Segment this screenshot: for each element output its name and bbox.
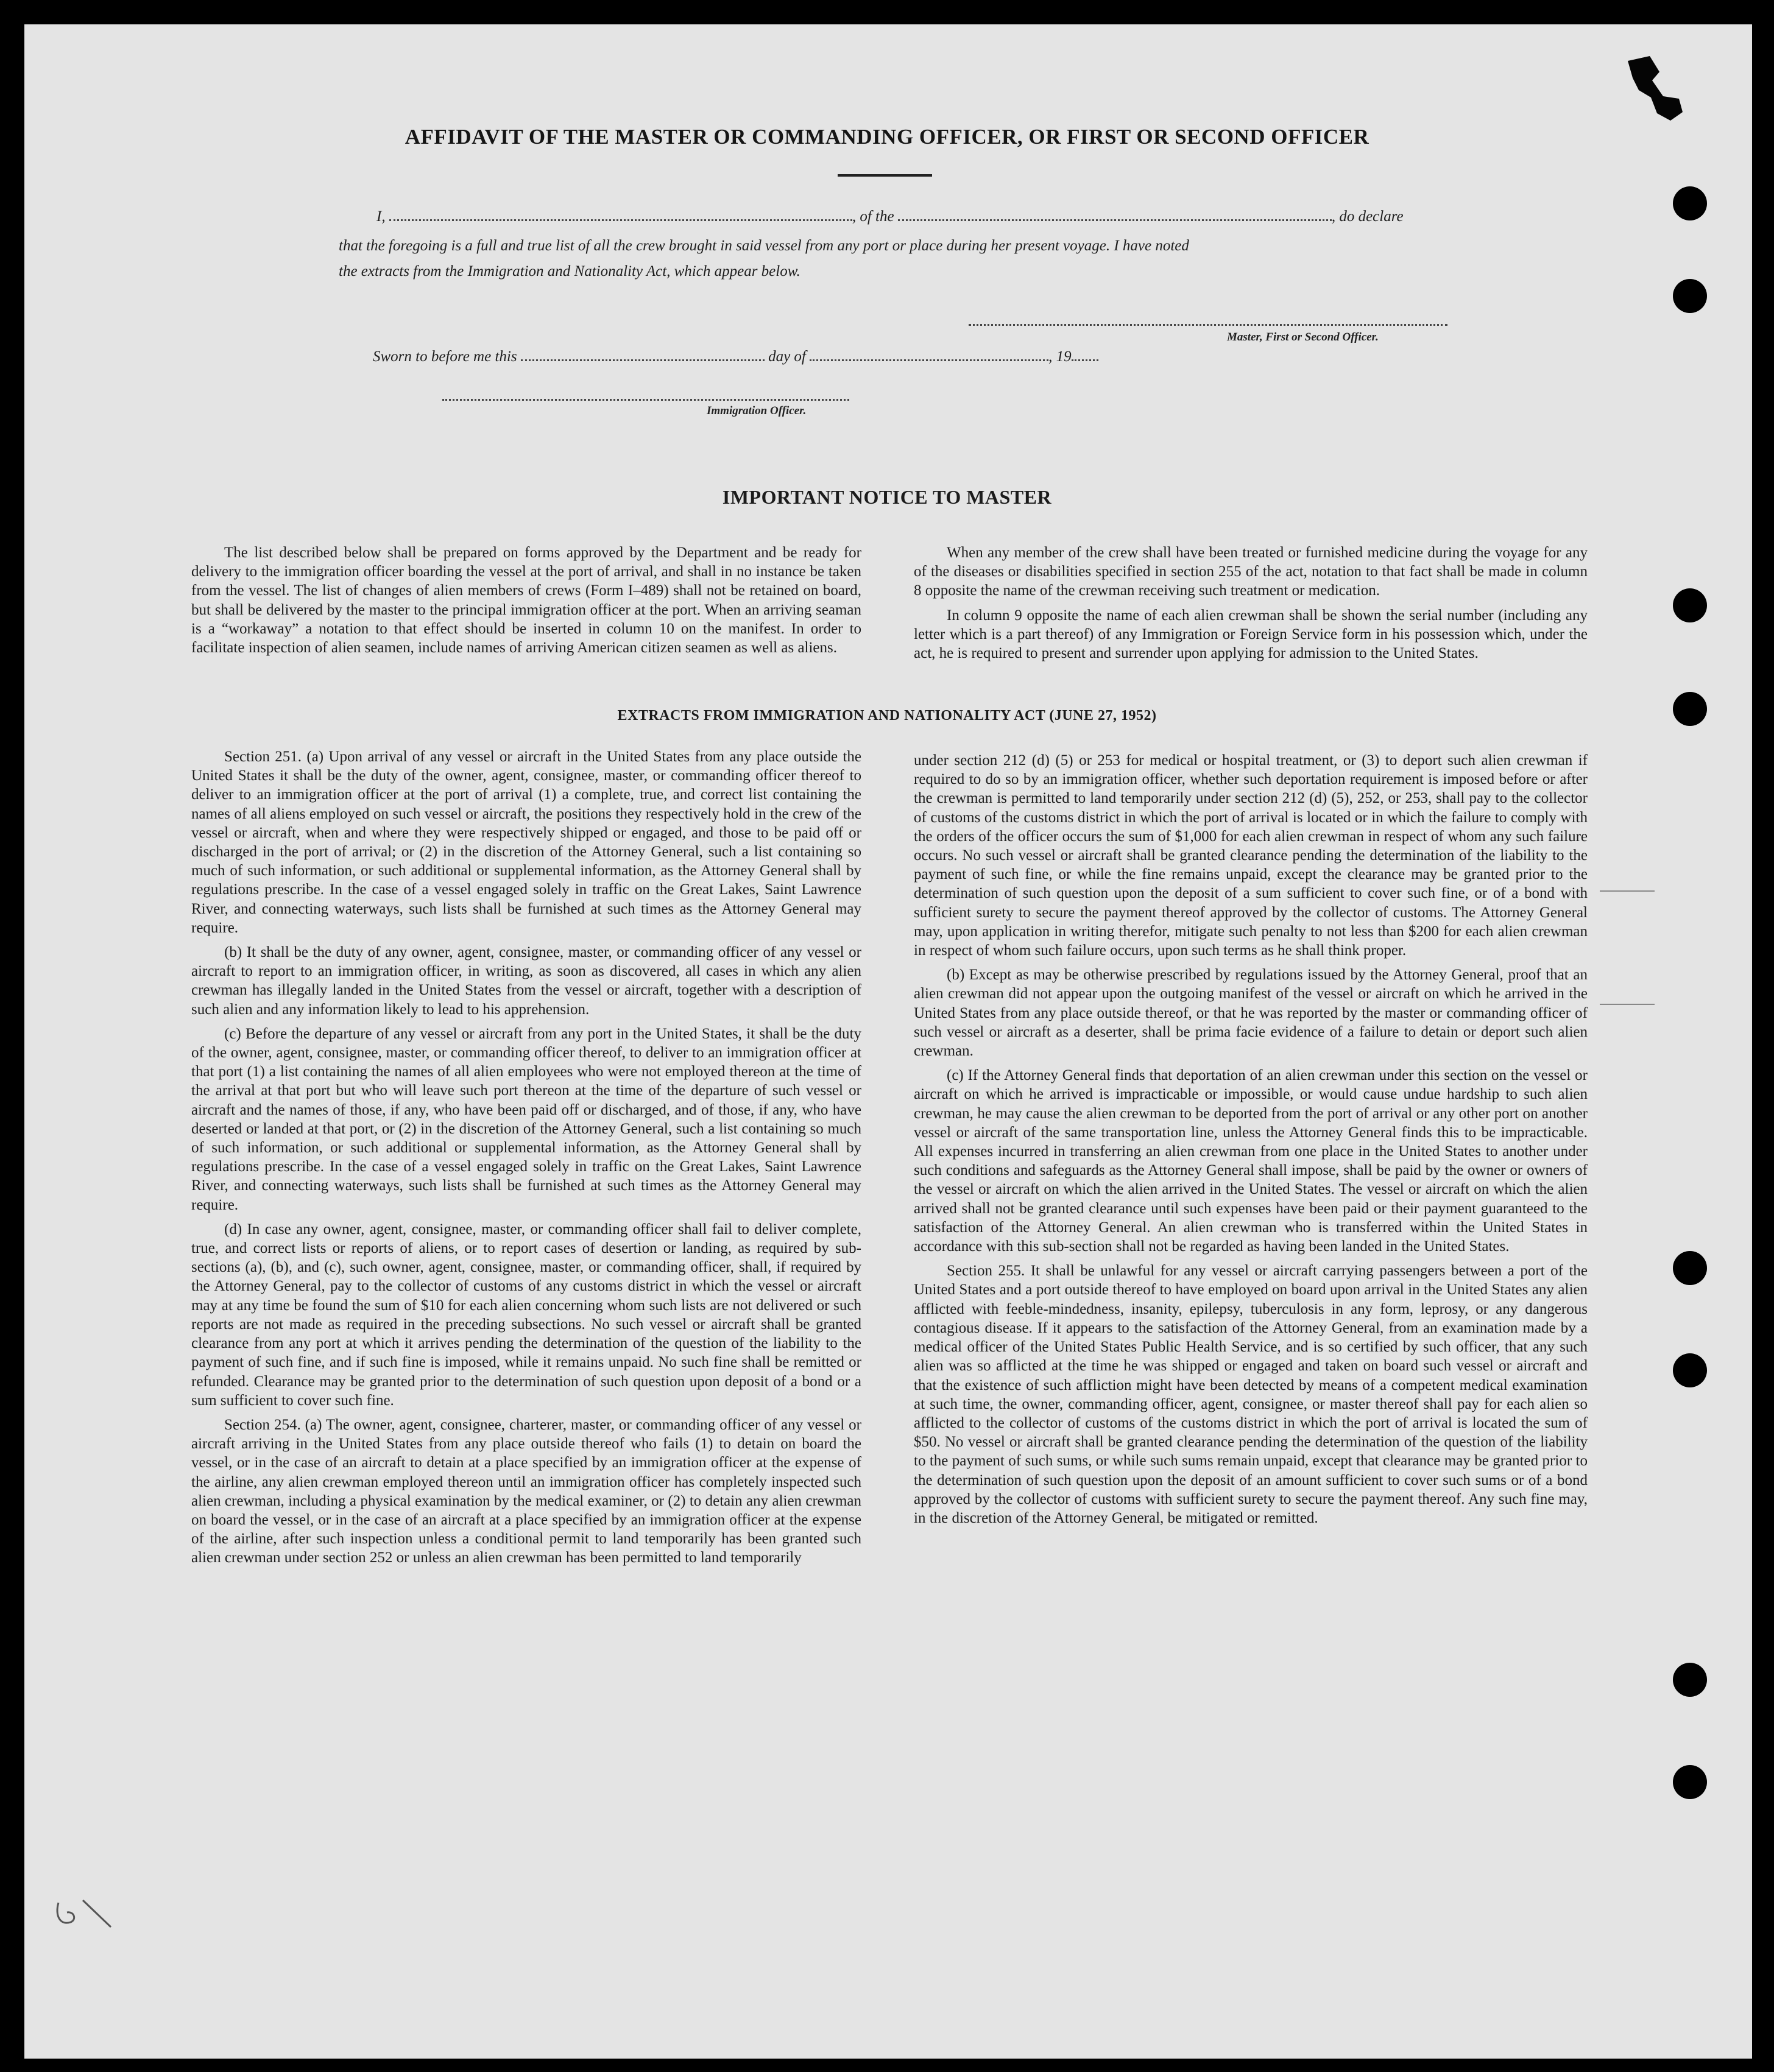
declaration-do-declare: , do declare	[1331, 208, 1404, 225]
sworn-line	[373, 348, 1098, 365]
section-254-a: Section 254. (a) The owner, agent, consignee, charterer, master, or commanding officer of any vessel or aircraft arriving in the United States from any place outside thereof who fails (1) to detain on board the vessel, or in the case of an aircraft to detain at a place specified by an immigration officer at the expense of the airline, any alien crewman employed thereon until an immigration officer has completely inspected such alien crewman, including a physical examination by the medical examiner, or (2) to detain any alien crewman on board the vessel, or in the case of an aircraft at a place specified by an immigration officer at the expense of the airline, after such inspection unless a conditional permit to land temporarily has been granted such alien crewman under section 252 or unless an alien crewman has been permitted to land temporarily	[191, 1416, 861, 1566]
notice-title: IMPORTANT NOTICE TO MASTER	[722, 486, 1052, 508]
section-255: Section 255. It shall be unlawful for any vessel or aircraft carrying passengers between a port of the United States and a port outside thereof to have employed on board upon arrival in the United States any alien afflicted with feeble-mindedness, insanity, epilepsy, tuberculosis in any form, leprosy, or any dangerous contagious disease. If it appears to the satisfaction of the Attorney General, from an examination made by a medical officer of the United States Public Health Service, and is so certified by such officer, that any such alien was so afflicted at the time he was shipped or engaged and taken on board such vessel or aircraft and that the existence of such affliction might have been detected by means of a competent medical examination at such time, the owner, commanding officer, agent, consignee, or master thereof shall pay for each alien so afflicted to the collector of customs of the customs district in which the port of arrival is located the sum of $50. No vessel or aircraft shall be granted clearance pending the determination of the question of the liability to the payment of such sums, or while such sums remain unpaid, except that clearance may be granted prior to the determination of such question upon the deposit of an amount sufficient to cover such sums or of a bond approved by the collector of customs with sufficient surety to secure the payment thereof. Any such fine may, in the discretion of the Attorney General, be mitigated or remitted.	[914, 1263, 1588, 1526]
master-signature-label: Master, First or Second Officer.	[1227, 331, 1379, 344]
section-251-c: (c) Before the departure of any vessel or aircraft from any port in the United States, it shall be the duty of the owner, agent, consignee, master, or commanding officer thereof, to deliver to an immigration officer at that port (1) a list containing the names of all alien employees who were not employed thereon at the time of the arrival at that port but who will leave such port thereon at the time of the departure of such vessel or aircraft and the names of those, if any, who have been paid off or discharged, and of those, if any, who have deserted or landed at that port, or (2) in the discretion of the Attorney General, such a list containing so much of such information, or such additional or supplemental information, as the Attorney General shall by regulations prescribe. In the case of a vessel engaged solely in traffic on the Great Lakes, Saint Lawrence River, and connecting waterways, such lists shall be furnished at such times as the Attorney General may require.	[191, 1025, 861, 1213]
extracts-left-column	[191, 747, 861, 1573]
day-of-label: day of	[768, 348, 806, 365]
name-field[interactable]	[389, 208, 852, 221]
punch-hole	[1673, 588, 1707, 622]
section-254-c: (c) If the Attorney General finds that deportation of an alien crewman under this section on the vessel or aircraft on which he arrived is impracticable or impossible, or would cause undue hardship to such alien crewman, he may cause the alien crewman to be deported from the port of arrival or any other port on another vessel or aircraft of the same transportation line, unless the Attorney General finds this to be impracticable. All expenses incurred in transferring an alien crewman from one place in the United States to another under such conditions and safeguards as the Attorney General shall impose, shall be paid by the owner or owners of the vessel or aircraft on which the alien arrived in the United States. The vessel or aircraft on which the alien arrived shall not be granted clearance until such expenses have been paid or their payment guaranteed to the satisfaction of the Attorney General. An alien crewman who is transferred within the United States in accordance with this sub-section shall not be regarded as having been landed in the United States.	[914, 1067, 1588, 1255]
notice-right-paragraph-2: In column 9 opposite the name of each alien crewman shall be shown the serial number (including any letter which is a part thereof) of any Immigration or Foreign Service form in his possession which, under the act, he is required to present and surrender upon applying for admission to the United States.	[914, 607, 1588, 662]
sworn-month-field[interactable]	[810, 348, 1048, 361]
punch-hole	[1673, 279, 1707, 313]
notice-left-column	[191, 543, 861, 663]
declaration-line-3: the extracts from the Immigration and Nationality Act, which appear below.	[339, 263, 800, 280]
officer-signature-line[interactable]	[442, 399, 849, 401]
vessel-field[interactable]	[898, 208, 1332, 221]
declaration-line-1	[376, 208, 1404, 225]
title-rule	[838, 174, 932, 177]
notice-right-column	[914, 543, 1588, 668]
punch-hole	[1673, 186, 1707, 220]
section-251-b: (b) It shall be the duty of any owner, agent, consignee, master, or commanding officer of any vessel or aircraft to report to an immigration officer, in writing, as soon as discovered, all cases in which any alien crewman has illegally landed in the United States from the vessel or aircraft, together with a description of such alien and any information likely to lead to his apprehension.	[191, 944, 861, 1018]
extracts-title: EXTRACTS FROM IMMIGRATION AND NATIONALITY ACT (JUNE 27, 1952)	[617, 708, 1157, 724]
officer-signature-label: Immigration Officer.	[707, 404, 807, 417]
torn-corner-mark	[1614, 54, 1687, 133]
stray-mark	[1600, 1004, 1655, 1005]
notice-left-paragraph: The list described below shall be prepared on forms approved by the Department and be ready for delivery to the immigration officer boarding the vessel at the port of arrival, and shall in no instance be taken from the vessel. The list of changes of alien members of crews (Form I–489) shall not be retained on board, but shall be delivered by the master to the principal immigration officer at the port. When an arriving seaman is a “workaway” a notation to that effect should be inserted in column 10 on the manifest. In order to facilitate inspection of alien seamen, include names of arriving American citizen seamen as well as aliens.	[191, 544, 861, 657]
declaration-i: I,	[376, 208, 386, 225]
stray-mark	[1600, 890, 1655, 892]
affidavit-title: AFFIDAVIT OF THE MASTER OR COMMANDING OFFICER, OR FIRST OR SECOND OFFICER	[405, 125, 1369, 149]
punch-hole	[1673, 1251, 1707, 1285]
section-254-a-continued: under section 212 (d) (5) or 253 for medical or hospital treatment, or (3) to deport such alien crewman if required to do so by an immigration officer, whether such deportation requirement is imposed before or after the crewman is permitted to land temporarily under section 212 (d) (5), 252, or 253, shall pay to the collector of customs of the customs district in which the port of arrival is located or in which the failure to comply with the orders of the officer occurs the sum of $1,000 for each alien crewman in respect of whom any such failure occurs. No such vessel or aircraft shall be granted clearance pending the determination of the liability to the payment of such fine, or while the fine remains unpaid, except the clearance may be granted prior to the determination of such question upon the deposit of a sum sufficient to cover such fine, or of a bond with sufficient surety to secure the payment thereof approved by the collector of customs. The Attorney General may, upon application in writing therefor, mitigate such penalty to not less than $200 for each alien crewman in respect of whom such failure occurs, upon such terms as he shall think proper.	[914, 752, 1588, 959]
punch-hole	[1673, 1663, 1707, 1697]
notice-right-paragraph-1: When any member of the crew shall have been treated or furnished medicine during the voyage for any of the diseases or disabilities specified in section 255 of the act, notation to that fact shall be made in column 8 opposite the name of the crewman receiving such treatment or medication.	[914, 544, 1588, 599]
section-254-b: (b) Except as may be otherwise prescribed by regulations issued by the Attorney General, proof that an alien crewman did not appear upon the outgoing manifest of the vessel or aircraft on which he arrived in the United States from any place outside thereof, or that he was reported by the master or commanding officer of such vessel or aircraft as a deserter, shall be prima facie evidence of a failure to detain or deport such alien crewman.	[914, 967, 1588, 1060]
master-signature-line[interactable]	[969, 324, 1447, 326]
declaration-of-the: , of the	[852, 208, 894, 225]
section-251-d: (d) In case any owner, agent, consignee, master, or commanding officer shall fail to deliver complete, true, and correct lists or reports of aliens, or to report cases of desertion or landing, as required by sub-sections (a), (b), and (c), such owner, agent, consignee, master, or commanding officer, shall, if required by the Attorney General, pay to the collector of customs of any customs district in which the vessel or aircraft may at any time be found the sum of $10 for each alien concerning whom such lists are not delivered or such reports are not made as required in the preceding subsections. No such vessel or aircraft shall be granted clearance from any port at which it arrives pending the determination of the question of the liability to the payment of such fine, and if such fine is imposed, while it remains unpaid. No such fine shall be remitted or refunded. Clearance may be granted prior to the determination of such question upon deposit of a bond or a sum sufficient to cover such fine.	[191, 1221, 861, 1409]
punch-hole	[1673, 1353, 1707, 1387]
declaration-line-2: that the foregoing is a full and true list of all the crew brought in said vessel from any port or place during her present voyage. I have noted	[339, 238, 1189, 254]
extracts-right-column	[914, 751, 1588, 1533]
section-251-a: Section 251. (a) Upon arrival of any vessel or aircraft in the United States from any place outside the United States it shall be the duty of the owner, agent, consignee, master, or commanding officer thereof to deliver to an immigration officer at the port of arrival (1) a complete, true, and correct list containing the names of all aliens employed on such vessel or aircraft, the positions they respectively hold in the crew of the vessel or aircraft, when and where they were respectively shipped or engaged, and those to be paid off or discharged in the port of arrival; or (2) in the discretion of the Attorney General, such a list containing so much of such information, or such additional or supplemental information, as the Attorney General shall by regulations prescribe. In the case of a vessel engaged solely in traffic on the Great Lakes, Saint Lawrence River, and connecting waterways, such lists shall be furnished at such times as the Attorney General may require.	[191, 749, 861, 936]
corner-pencil-mark	[52, 1891, 119, 1933]
sworn-year-field[interactable]	[1072, 348, 1098, 361]
sworn-day-field[interactable]	[521, 348, 765, 361]
sworn-to-label: Sworn to before me this	[373, 348, 517, 365]
year-prefix: , 19	[1048, 348, 1072, 365]
punch-hole	[1673, 1765, 1707, 1799]
